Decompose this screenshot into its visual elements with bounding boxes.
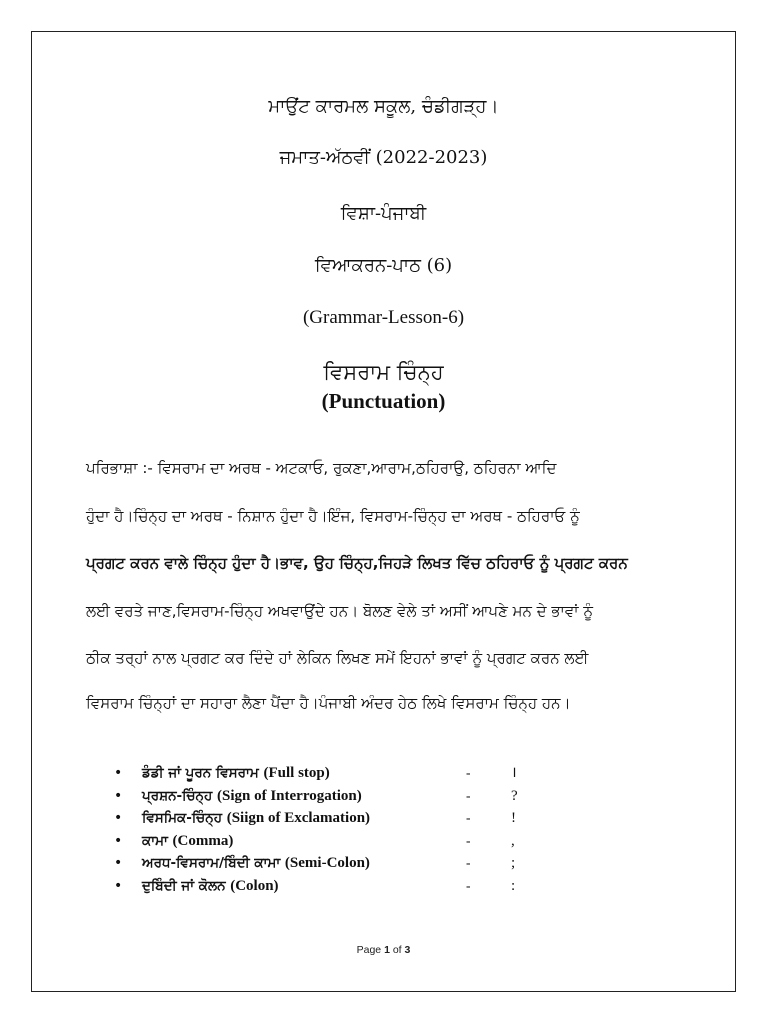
item-dash: - <box>466 787 471 803</box>
item-punjabi: ਡੰਡੀ ਜਾਂ ਪੂਰਨ ਵਿਸਰਾਮ <box>142 765 259 781</box>
bullet-icon: • <box>114 810 123 826</box>
item-punjabi: ਅਰਧ-ਵਿਸਰਾਮ/ਬਿੰਦੀ ਕਾਮਾ <box>142 855 281 871</box>
item-english: (Full stop) <box>263 765 330 781</box>
paragraph-line: ਹੁੰਦਾ ਹੈ।ਚਿੰਨ੍ਹ ਦਾ ਅਰਥ - ਨਿਸ਼ਾਨ ਹੁੰਦਾ ਹੈ।ਇੰਜ, ਵਿਸਰਾਮ-ਚਿੰਨ੍ਹ ਦਾ ਅਰਥ - ਠਹਿਰਾਓ ਨੂੰ <box>86 507 580 525</box>
of-word: of <box>392 944 402 956</box>
lesson-title: ਵਿਆਕਰਨ-ਪਾਠ (6) <box>314 255 453 276</box>
list-item <box>114 763 574 786</box>
item-english: (Semi-Colon) <box>284 855 370 871</box>
item-dash: - <box>466 855 471 870</box>
bullet-icon: • <box>114 877 123 894</box>
item-mark: ? <box>511 787 518 804</box>
class-year: ਜਮਾਤ-ਅੱਠਵੀਂ (2022-2023) <box>279 147 488 168</box>
item-mark: : <box>511 877 516 894</box>
subject: ਵਿਸ਼ਾ-ਪੰਜਾਬੀ <box>340 203 427 224</box>
page-footer <box>31 944 736 956</box>
bullet-icon: • <box>114 855 123 871</box>
paragraph-line: ਵਿਸਰਾਮ ਚਿੰਨ੍ਹਾਂ ਦਾ ਸਹਾਰਾ ਲੈਣਾ ਪੈਂਦਾ ਹੈ।ਪੰਜਾਬੀ ਅੰਦਰ ਹੇਠ ਲਿਖੇ ਵਿਸਰਾਮ ਚਿੰਨ੍ਹ ਹਨ। <box>86 694 571 712</box>
list-item <box>114 808 574 831</box>
school-name: ਮਾਉਂਟ ਕਾਰਮਲ ਸਕੂਲ, ਚੰਡੀਗੜ੍ਹ। <box>268 96 499 117</box>
item-dash: - <box>466 765 471 780</box>
list-item <box>114 876 574 899</box>
bullet-icon: • <box>114 787 123 804</box>
paragraph-line: ਠੀਕ ਤਰ੍ਹਾਂ ਨਾਲ ਪ੍ਰਗਟ ਕਰ ਦਿੰਦੇ ਹਾਂ ਲੇਕਿਨ ਲਿਖਣ ਸਮੇਂ ਇਹਨਾਂ ਭਾਵਾਂ ਨੂੰ ਪ੍ਰਗਟ ਕਰਨ ਲਈ <box>86 649 589 667</box>
paragraph-line: ਲਈ ਵਰਤੇ ਜਾਣ,ਵਿਸਰਾਮ-ਚਿੰਨ੍ਹ ਅਖਵਾਉਂਦੇ ਹਨ। ਬੋਲਣ ਵੇਲੇ ਤਾਂ ਅਸੀਂ ਆਪਣੇ ਮਨ ਦੇ ਭਾਵਾਂ ਨੂੰ <box>86 602 593 620</box>
item-english: (Sign of Interrogation) <box>217 787 362 804</box>
lesson-title-english: (Grammar-Lesson-6) <box>302 307 465 328</box>
list-item <box>114 853 574 876</box>
item-english: (Colon) <box>230 877 279 894</box>
item-english: (Siign of Exclamation) <box>226 810 371 826</box>
item-mark: , <box>511 832 515 849</box>
paragraph-line: ਪ੍ਰਗਟ ਕਰਨ ਵਾਲੇ ਚਿੰਨ੍ਹ ਹੁੰਦਾ ਹੈ।ਭਾਵ, ਉਹ ਚਿੰਨ੍ਹ,ਜਿਹੜੇ ਲਿਖਤ ਵਿੱਚ ਠਹਿਰਾਓ ਨੂੰ ਪ੍ਰਗਟ ਕਰਨ <box>86 554 628 572</box>
page-number: 1 <box>384 944 390 956</box>
item-dash: - <box>466 810 471 825</box>
item-mark: । <box>511 765 517 781</box>
page-word: Page <box>356 944 382 956</box>
page-total: 3 <box>404 944 411 956</box>
item-dash: - <box>466 877 471 893</box>
paragraph-line: ਪਰਿਭਾਸ਼ਾ :- ਵਿਸਰਾਮ ਦਾ ਅਰਥ - ਅਟਕਾਓ, ਰੁਕਣਾ,ਆਰਾਮ,ਠਹਿਰਾਉ, ਠਹਿਰਨਾ ਆਦਿ <box>86 459 557 477</box>
punctuation-list <box>114 763 574 898</box>
bullet-icon: • <box>114 765 123 781</box>
page-title-english: (Punctuation) <box>321 389 446 413</box>
bullet-icon: • <box>114 832 123 849</box>
item-mark: ; <box>511 855 516 871</box>
item-english: (Comma) <box>172 832 234 849</box>
list-item <box>114 786 574 809</box>
item-punjabi: ਦੁਬਿੰਦੀ ਜਾਂ ਕੋਲਨ <box>142 877 226 894</box>
list-item <box>114 831 574 854</box>
item-punjabi: ਕਾਮਾ <box>142 832 168 849</box>
item-dash: - <box>466 832 471 848</box>
page-title: ਵਿਸਰਾਮ ਚਿੰਨ੍ਹ <box>323 360 444 384</box>
item-mark: ! <box>511 810 516 826</box>
item-punjabi: ਪ੍ਰਸ਼ਨ-ਚਿੰਨ੍ਹ <box>142 787 213 804</box>
item-punjabi: ਵਿਸਮਿਕ-ਚਿੰਨ੍ਹ <box>142 810 223 826</box>
